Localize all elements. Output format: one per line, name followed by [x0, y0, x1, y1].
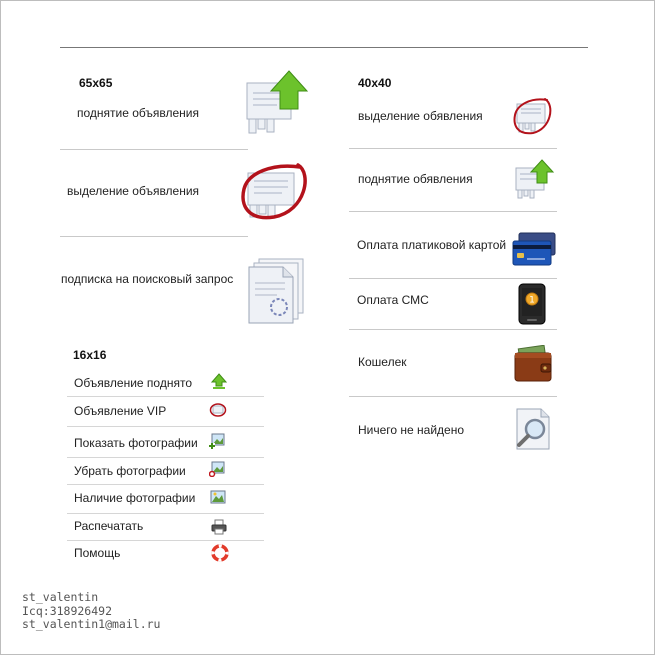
heading-16x16: 16x16 [73, 348, 107, 362]
paper-red-circle-icon [238, 159, 312, 225]
large-divider-2 [60, 236, 248, 237]
paper-up-arrow-icon [513, 158, 555, 200]
author-credits [22, 591, 160, 632]
medium-label-card: Оплата платиковой картой [357, 238, 507, 252]
photo-icon [210, 489, 226, 505]
heading-65x65: 65x65 [79, 76, 113, 90]
medium-divider-5 [349, 396, 557, 397]
medium-label-sms: Оплата СМС [357, 293, 429, 307]
large-label-raise: поднятие объявления [77, 106, 199, 120]
photo-remove-icon [209, 461, 225, 477]
author-email: st_valentin1@mail.ru [22, 617, 161, 631]
small-label-hide-photos: Убрать фотографии [74, 464, 186, 478]
magnifier-document-icon [513, 407, 551, 451]
small-divider-5 [67, 513, 264, 514]
top-divider [60, 47, 588, 48]
author-name: st_valentin [22, 590, 99, 604]
mobile-phone-icon [518, 283, 546, 325]
small-label-has-photos: Наличие фотографии [74, 491, 196, 505]
small-divider-1 [67, 396, 264, 397]
vip-circle-icon [209, 402, 227, 418]
large-label-subscribe: подписка на поисковый запрос [61, 272, 234, 286]
medium-divider-2 [349, 211, 557, 212]
medium-divider-3 [349, 278, 557, 279]
svg-text:1: 1 [529, 295, 535, 306]
small-divider-6 [67, 540, 264, 541]
photo-add-icon [209, 433, 225, 449]
large-label-highlight: выделение объявления [67, 184, 200, 198]
medium-divider-4 [349, 329, 557, 330]
lifebuoy-icon [211, 544, 229, 562]
medium-label-raise: поднятие обявления [358, 172, 473, 186]
small-label-vip: Объявление VIP [74, 404, 167, 418]
author-icq: Icq:318926492 [22, 603, 113, 618]
documents-stack-icon [247, 257, 309, 325]
heading-40x40: 40x40 [358, 76, 392, 90]
medium-label-not-found: Ничего не найдено [358, 423, 465, 437]
medium-label-highlight: выделение обявления [358, 109, 483, 123]
medium-divider-1 [349, 148, 557, 149]
medium-label-wallet: Кошелек [358, 355, 407, 369]
wallet-icon [513, 345, 553, 383]
paper-red-circle-icon [511, 95, 555, 137]
small-label-show-photos: Показать фотографии [74, 436, 198, 450]
small-divider-4 [67, 484, 264, 485]
small-label-print: Распечатать [74, 519, 144, 533]
large-divider-1 [60, 149, 248, 150]
green-up-arrow-icon [211, 373, 227, 389]
printer-icon [211, 519, 227, 535]
credit-card-icon [511, 231, 557, 267]
paper-up-arrow-icon [243, 69, 309, 137]
small-divider-3 [67, 457, 264, 458]
small-divider-2 [67, 426, 264, 427]
small-label-help: Помощь [74, 546, 121, 560]
small-label-raised: Объявление поднято [74, 376, 192, 390]
